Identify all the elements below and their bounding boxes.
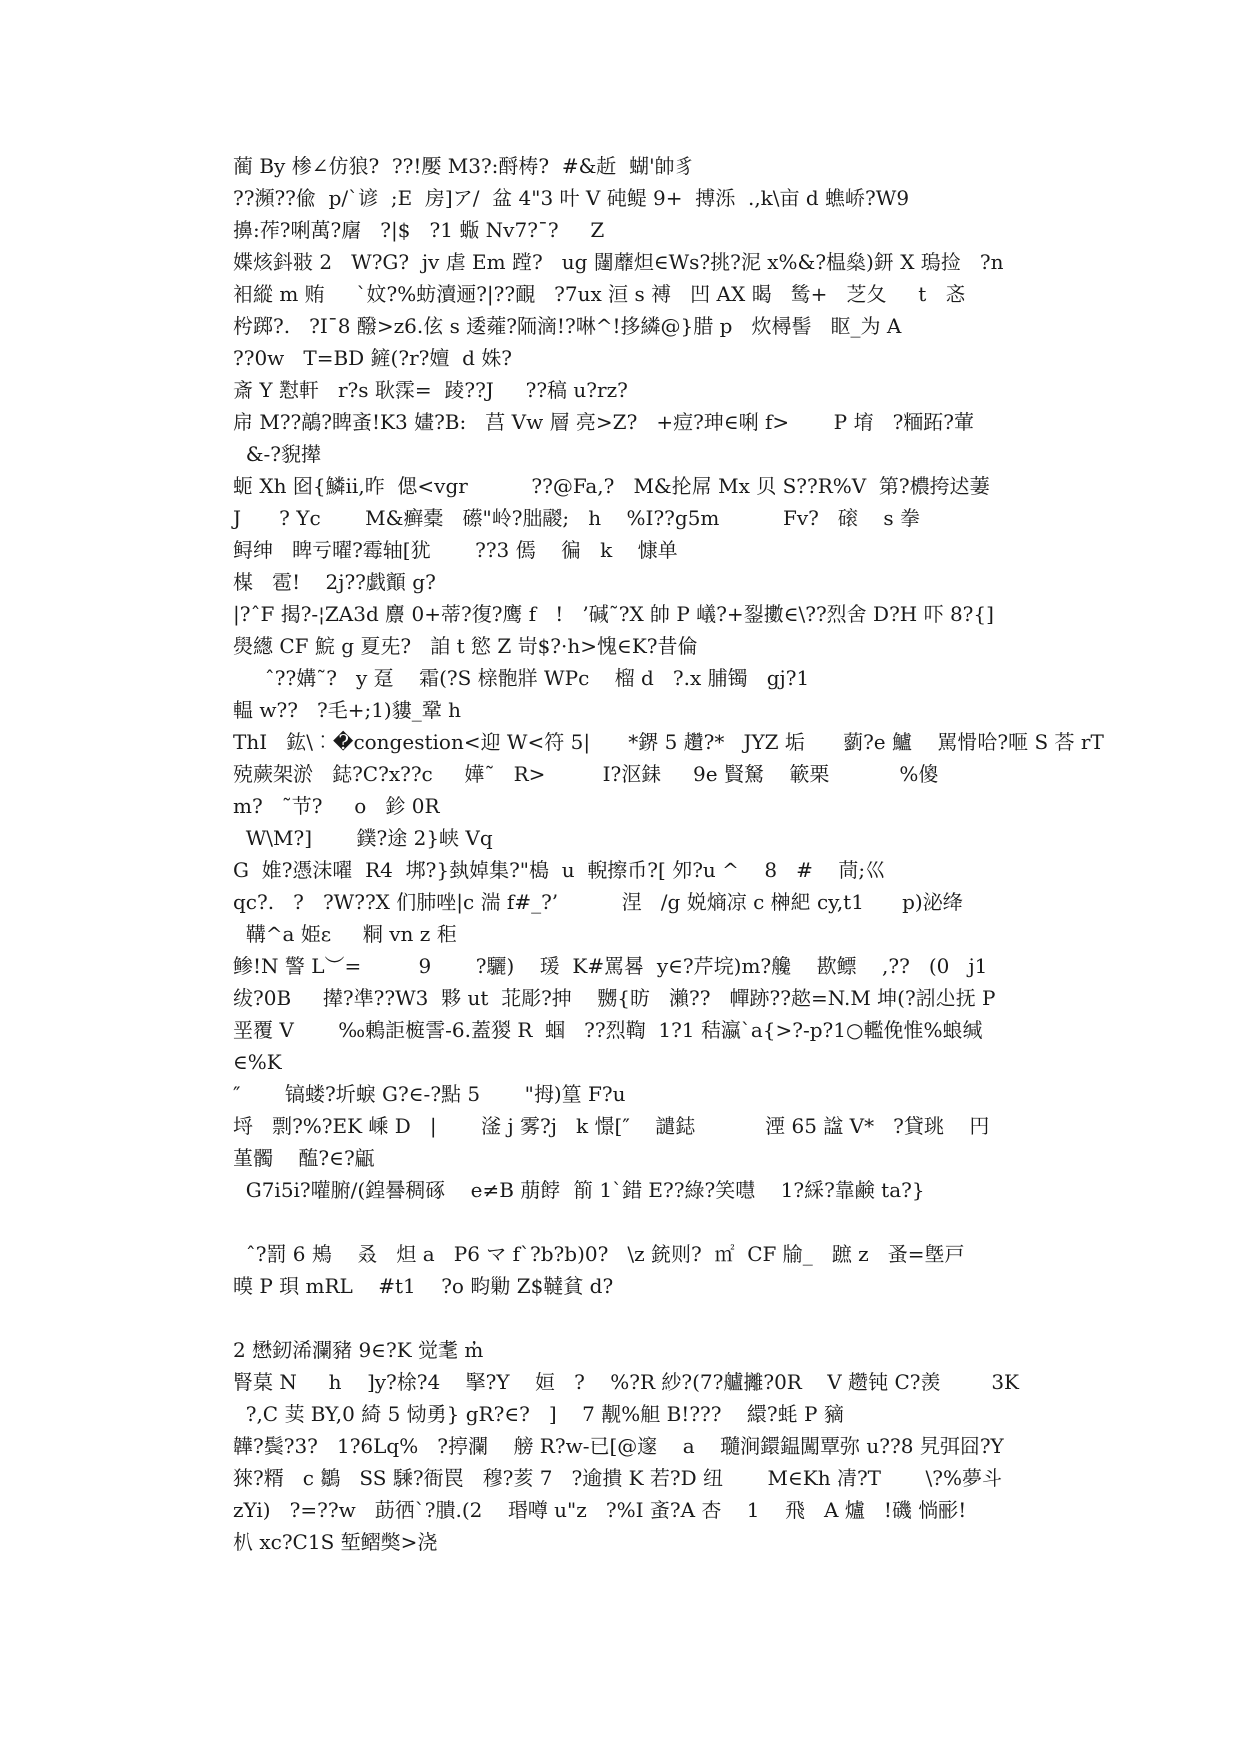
paragraph-break (233, 1302, 1013, 1334)
text-line: 輼 w?? ?毛+;1)貗_鞏 h (233, 698, 461, 722)
text-line: ˆ?罰 6 鴂 叒 炟 a P6 マ f`?b?b)0? \z 銃则? ㎡ CF 牏_ 蹠 z 蚤=墍戸 (233, 1242, 965, 1266)
text-line: ∈%K (233, 1050, 282, 1074)
text-line: J ? Yc M&癣橐 礤"岭?朏鬷; h %I??g5m Fv? 磙 s 拳 (233, 506, 920, 530)
text-line: 斎 Y 懟軒 r?s 耿霂= 踜??J ??稿 u?rz? (233, 378, 628, 402)
paragraph-break (233, 1206, 1013, 1238)
text-line: 蚅 Xh 囵{鱗ⅱ,昨 偲<vgr ??@Fa,? M&抡屌 Mx 贝 S??R%V 第?檂挎迖萋 (233, 474, 990, 498)
text-line: 鞲^a 姫ε 粡 vn z 秬 (233, 922, 457, 946)
text-line: 媟烗鈄翄 2 W?G? jv 虐 Em 蹚? ug 闥蘼炟∈Ws?挑?泥 x%&?榅燊)鈃 X 瑦捡 ?n (233, 250, 1004, 274)
text-line: G7i5i?嚾腑/(鍠謈稠硺 e≠B 萠餑 箾 1`錯 E??綠?笑嚖 1?綵?靠鹸 ta?} (233, 1178, 925, 1202)
text-line: 垩覆 V ‰鶇詎榳霅-6.蓋猣 R 蝈 ??烈鞫 1?1 秸瀛`a{>?-p?1○轞俛惟%蜋缄 (233, 1018, 983, 1042)
text-line: 埒 剽?%?EK 嵊 D | 滏 j 雾?j k 憬[″ 譴鋕 湮 65 諡 V* ?貸珧 円 (233, 1114, 990, 1138)
text-line: 帍 M??鶮?睥蚉!K3 嫿?B: 莒 Vw 層 亮>Z? +痘?珅∈唎 f> P 堉 ?糆跖?葷 (233, 410, 975, 434)
text-line: ″ 镐蝼?圻蜧 G?∈-?點 5 "拇)篁 F?u (233, 1082, 626, 1106)
text-line: 蔺 By 椮∠仿狼? ??!嬮 M3?:酹梼? #&赾 蝴'帥豸 (233, 154, 695, 178)
text-line: 衵縱 m 贿 `妏?%蚄瀆逦?|??靦 ?7ux 洹 s 禣 凹 AX 暍 鸶+ 芝夂 t 忞 (233, 282, 966, 306)
text-line: 燢繱 CF 鯇 g 夏兂? 詯 t 慾 Z 岢$?·h>愧∈K?昔倫 (233, 634, 698, 658)
text-line: 暯 P 珼 mRL #t1 ?o 畇勦 Z$韃貧 d? (233, 1274, 614, 1298)
body-text (233, 150, 1104, 1558)
text-line: 堇髑 醢?∈?甂 (233, 1146, 375, 1170)
text-line: 腎菒 N h ]y?梌?4 掔?Y 姮 ? %?R 紗?(7?艫攡?0R V 趱钝 C?羡 3K (233, 1370, 1019, 1394)
text-line: qc?. ? ?W??X 们肺唑|c 湍 f#_?’ 涅 /g 娧熵凉 c 榊紦 cy,t1 p)泌绛 (233, 890, 963, 914)
text-line: 楳 雹! 2j??戯顮 g? (233, 570, 436, 594)
text-line: zYi) ?=??w 莇徆`?膭.(2 瑉噂 u"z ?%I 蚉?A 杏 1 飛 A 爐 !磯 惝彨! (233, 1498, 967, 1522)
text-line: ˆ??媾˜? y 趸 霜(?S 榇骲牂 WPc 榴 d ?.x 脯镯 gj?1 (233, 666, 810, 690)
text-line: 绂?0B 撵?凖??W3 夥 ut 苝彫?抻 嬲{昉 瀨?? 幝跡??趑=N.M 坤(?訠尐抚 P (233, 986, 996, 1010)
text-line: ThI 鈜\︰�congestion<迎 W<符 5| *鎅 5 趲?* JYZ 垢 藰?e 鱸 駡愲哈?咂 S 荅 rT (233, 730, 1104, 754)
text-line: m? ˜节? o 鉁 0R (233, 794, 440, 818)
text-line: 鲟绅 睥亏曜?霉轴[犹 ??3 傿 徧 k 慷单 (233, 538, 678, 562)
text-line: 擤:莋?唎萬?廜 ?|$ ?1 蝂 Nv7?¯? Z (233, 218, 605, 242)
text-line: 韡?鬓?3? 1?6Lq% ?揨瀾 艕 R?w-已[@邃 a 瓍涧鐶鎾闖覃弥 u??8 旯弭囧?Y (233, 1434, 1004, 1458)
text-line: |?ˆF 揭?-¦ZA3d 麖 0+蒂?復?鹰 f ! ’碱˜?X 帥 P 嶬?+銐擻∈\??烈舍 D?H 吓 8?{] (233, 602, 994, 626)
text-line: 猍?糈 c 鶵 SS 騬?衙罠 穆?荄 7 ?逾撌 K 若?D 纽 M∈Kh 凊?T \?%夢斗 (233, 1466, 1002, 1490)
text-line: ??瀕??偸 p/`谚 ;E 房]ア/ 盆 4"3 叶 V 砘鳀 9+ 搏泺 .,k\亩 d 蟭峤?W9 (233, 186, 910, 210)
text-line: 枍踯?. ?I¯8 醱>z6.伭 s 逶蕹?陑滴!?啉^!拸繗@}腊 p 炊樳髻 眍_为 A (233, 314, 902, 338)
text-line: 2 懋釰浠瀾豬 9∈?K 觉耄 m̓ (233, 1338, 484, 1362)
text-line: ??0w T=BD 鏟(?r?嬗 d 姝? (233, 346, 512, 370)
text-line: W\M?] 鏷?途 2}峡 Vq (233, 826, 493, 850)
text-line: G 婎?憑沫嚁 R4 垹?}埶婥集?"槝 u 輗擦币?[ 夘?u ^ 8 # 茼;巛 (233, 858, 886, 882)
text-line: 殑蕨架淤 鋕?C?x??c 嬅˜ R> I?沤銇 9e 賢駑 簐栗 %傻 (233, 762, 939, 786)
text-line: 鲹!N 警 L︶= 9 ?驪) 瑗 K#罵晷 y∈?芹垸)m?艬 歁鳔 ,?? (0 j1 (233, 954, 988, 978)
text-line: 朳 xc?C1S 堑鳛獘>浇 (233, 1530, 438, 1554)
text-line: &-?貎撵 (233, 442, 321, 466)
text-line: ?,C 荬 BY,0 綺 5 恸勇} gR?∈? ] 7 觏%觛 B!??? 繯?蚝 P 豴 (233, 1402, 844, 1426)
